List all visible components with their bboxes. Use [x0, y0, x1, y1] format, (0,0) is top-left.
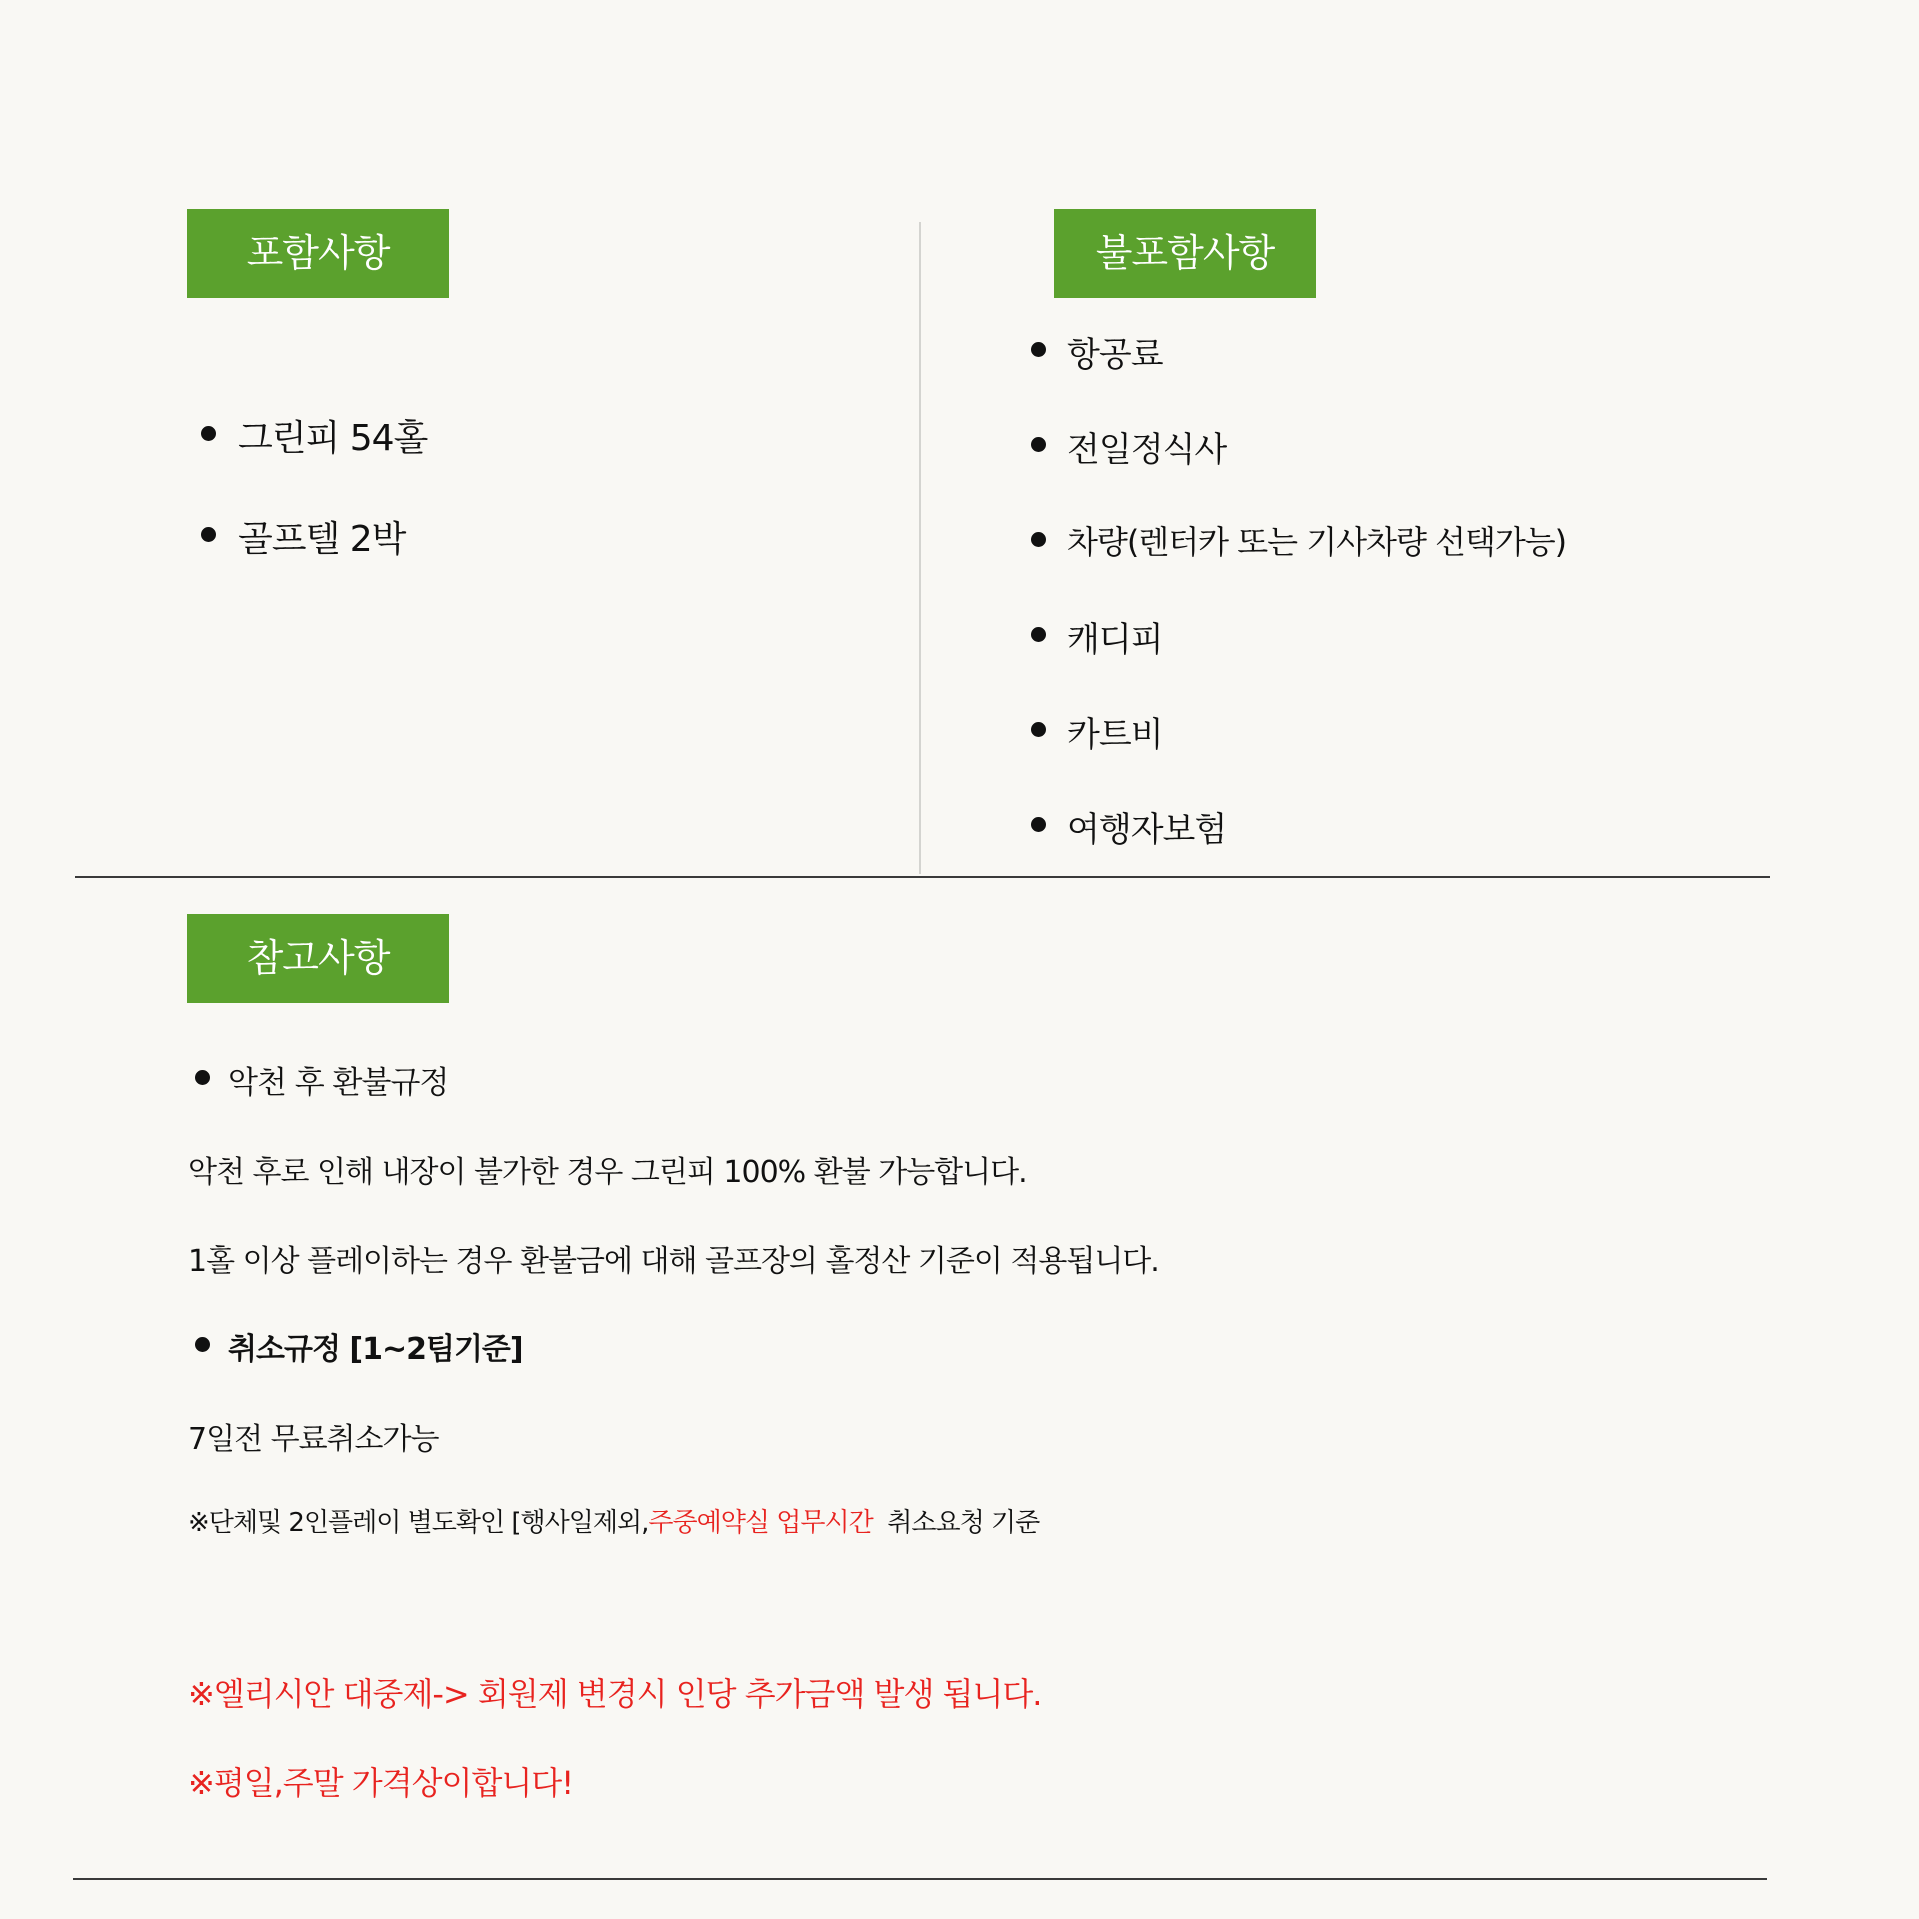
excluded-item: 여행자보험 [1067, 810, 1227, 850]
bullet-icon [1031, 722, 1046, 737]
warning-membership: ※엘리시안 대중제-> 회원제 변경시 인당 추가금액 발생 됩니다. [188, 1675, 1042, 1713]
rain-policy-line: 1홀 이상 플레이하는 경우 환불금에 대해 골프장의 홀정산 기준이 적용됩니다. [188, 1244, 1159, 1279]
included-item: 골프텔 2박 [238, 519, 406, 560]
cancel-note-part: 취소요청 기준 [887, 1508, 1040, 1538]
rain-policy-line: 악천 후로 인해 내장이 불가한 경우 그린피 100% 환불 가능합니다. [188, 1155, 1027, 1190]
cancel-policy-line: 7일전 무료취소가능 [188, 1422, 439, 1457]
notes-badge: 참고사항 [187, 914, 449, 1003]
cancel-policy-note [188, 1502, 1039, 1539]
bullet-icon [1031, 342, 1046, 357]
bullet-icon [195, 1337, 210, 1352]
excluded-item: 전일정식사 [1067, 430, 1227, 470]
bullet-icon [201, 527, 216, 542]
excluded-item: 캐디피 [1067, 620, 1163, 660]
section-divider [75, 876, 1770, 878]
warning-price: ※평일,주말 가격상이합니다! [188, 1764, 574, 1802]
bullet-icon [1031, 437, 1046, 452]
bullet-icon [1031, 532, 1046, 547]
cancel-policy-heading: 취소규정 [1~2팀기준] [228, 1332, 523, 1367]
bullet-icon [201, 426, 216, 441]
cancel-note-part: ※단체및 2인플레이 별도확인 [행사일제외, [188, 1508, 649, 1538]
excluded-item: 차량(렌터카 또는 기사차량 선택가능) [1067, 523, 1567, 561]
included-item: 그린피 54홀 [238, 418, 428, 459]
excluded-badge: 불포함사항 [1054, 209, 1316, 298]
bottom-divider [73, 1878, 1767, 1880]
bullet-icon [195, 1070, 210, 1085]
excluded-item: 항공료 [1067, 335, 1163, 375]
cancel-note-highlight: 주중예약실 업무시간 [648, 1508, 873, 1538]
column-divider [919, 222, 921, 874]
rain-policy-heading: 악천 후 환불규정 [228, 1065, 449, 1101]
excluded-item: 카트비 [1067, 715, 1163, 755]
bullet-icon [1031, 817, 1046, 832]
bullet-icon [1031, 627, 1046, 642]
included-badge: 포함사항 [187, 209, 449, 298]
